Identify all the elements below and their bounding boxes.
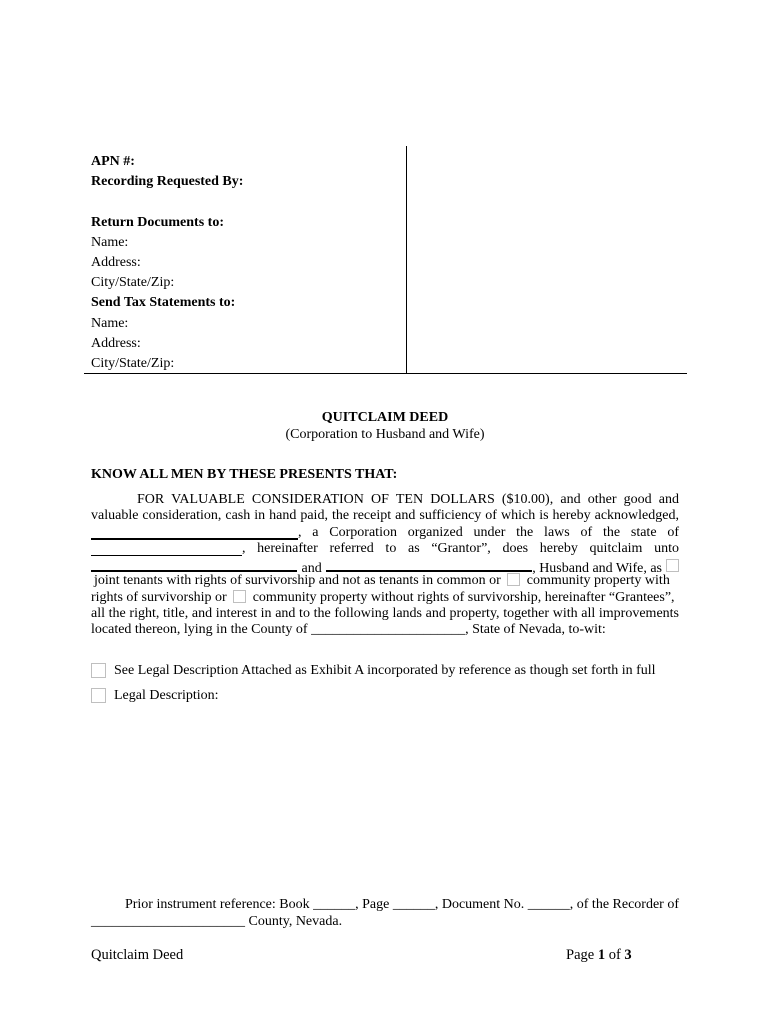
state-of-organization-field[interactable] [91, 541, 242, 556]
page-indicator [566, 947, 632, 964]
document-subtitle: (Corporation to Husband and Wife) [285, 427, 485, 442]
community-property-survivorship-checkbox[interactable] [507, 573, 520, 586]
body-line-5: , Husband and Wife, as [532, 561, 663, 577]
page-total: 3 [624, 947, 632, 963]
body-line-7a: rights of survivorship or [91, 589, 227, 605]
tax-city-field[interactable]: City/State/Zip: [91, 355, 175, 371]
prior-instrument-line-1: Prior instrument reference: Book ______, Page ______, Document No. ______, of the Recorder of [124, 897, 679, 912]
legal-description-label: Legal Description: [114, 688, 219, 703]
body-line-3: , a Corporation organized under the laws of the state of [298, 524, 679, 540]
apn-label: APN #: [91, 154, 135, 169]
conveyance-paragraph [91, 492, 679, 639]
tax-name-field[interactable]: Name: [91, 315, 129, 331]
community-property-checkbox[interactable] [233, 590, 246, 603]
grantee-1-field[interactable] [91, 557, 297, 572]
grantee-2-field[interactable] [326, 557, 532, 572]
header-divider [406, 146, 407, 373]
document-title: QUITCLAIM DEED [321, 410, 449, 425]
exhibit-a-label: See Legal Description Attached as Exhibit A incorporated by reference as though set forth in full [114, 663, 656, 678]
send-tax-label: Send Tax Statements to: [91, 295, 236, 311]
return-city-field[interactable]: City/State/Zip: [91, 275, 175, 291]
body-line-2: valuable consideration, cash in hand paid, the receipt and sufficiency of which is hereby acknowledged, [91, 508, 679, 524]
recording-header-box [84, 146, 687, 374]
prior-instrument-line-2: ______________________ County, Nevada. [91, 914, 343, 929]
and-text: and [301, 561, 322, 577]
footer-document-name: Quitclaim Deed [91, 947, 184, 963]
body-line-4: , hereinafter referred to as “Grantor”, does hereby quitclaim unto [242, 540, 679, 556]
return-documents-label: Return Documents to: [91, 214, 224, 230]
legal-description-checkbox[interactable] [91, 688, 106, 703]
intro-heading: KNOW ALL MEN BY THESE PRESENTS THAT: [91, 467, 398, 482]
page-of: of [608, 947, 621, 963]
body-line-6a: joint tenants with rights of survivorship and not as tenants in common or [94, 573, 501, 589]
body-line-8: all the right, title, and interest in and to the following lands and property, together with all improvements [91, 606, 679, 622]
return-address-field[interactable]: Address: [91, 254, 141, 270]
tax-address-field[interactable]: Address: [91, 335, 141, 351]
joint-tenants-checkbox[interactable] [666, 559, 679, 572]
body-line-6b: community property with [526, 573, 670, 589]
return-name-field[interactable]: Name: [91, 234, 129, 250]
exhibit-a-checkbox[interactable] [91, 663, 106, 678]
body-line-1: FOR VALUABLE CONSIDERATION OF TEN DOLLARS ($10.00), and other good and [137, 492, 679, 507]
page-number: 1 [597, 947, 606, 963]
page-prefix: Page [566, 947, 595, 963]
corporation-name-field[interactable] [91, 525, 298, 540]
recording-requested-label: Recording Requested By: [91, 174, 244, 190]
body-line-7b: community property without rights of survivorship, hereinafter “Grantees”, [252, 589, 675, 605]
body-line-9: located thereon, lying in the County of ______________________, State of Nevada, to-wit: [91, 622, 606, 638]
